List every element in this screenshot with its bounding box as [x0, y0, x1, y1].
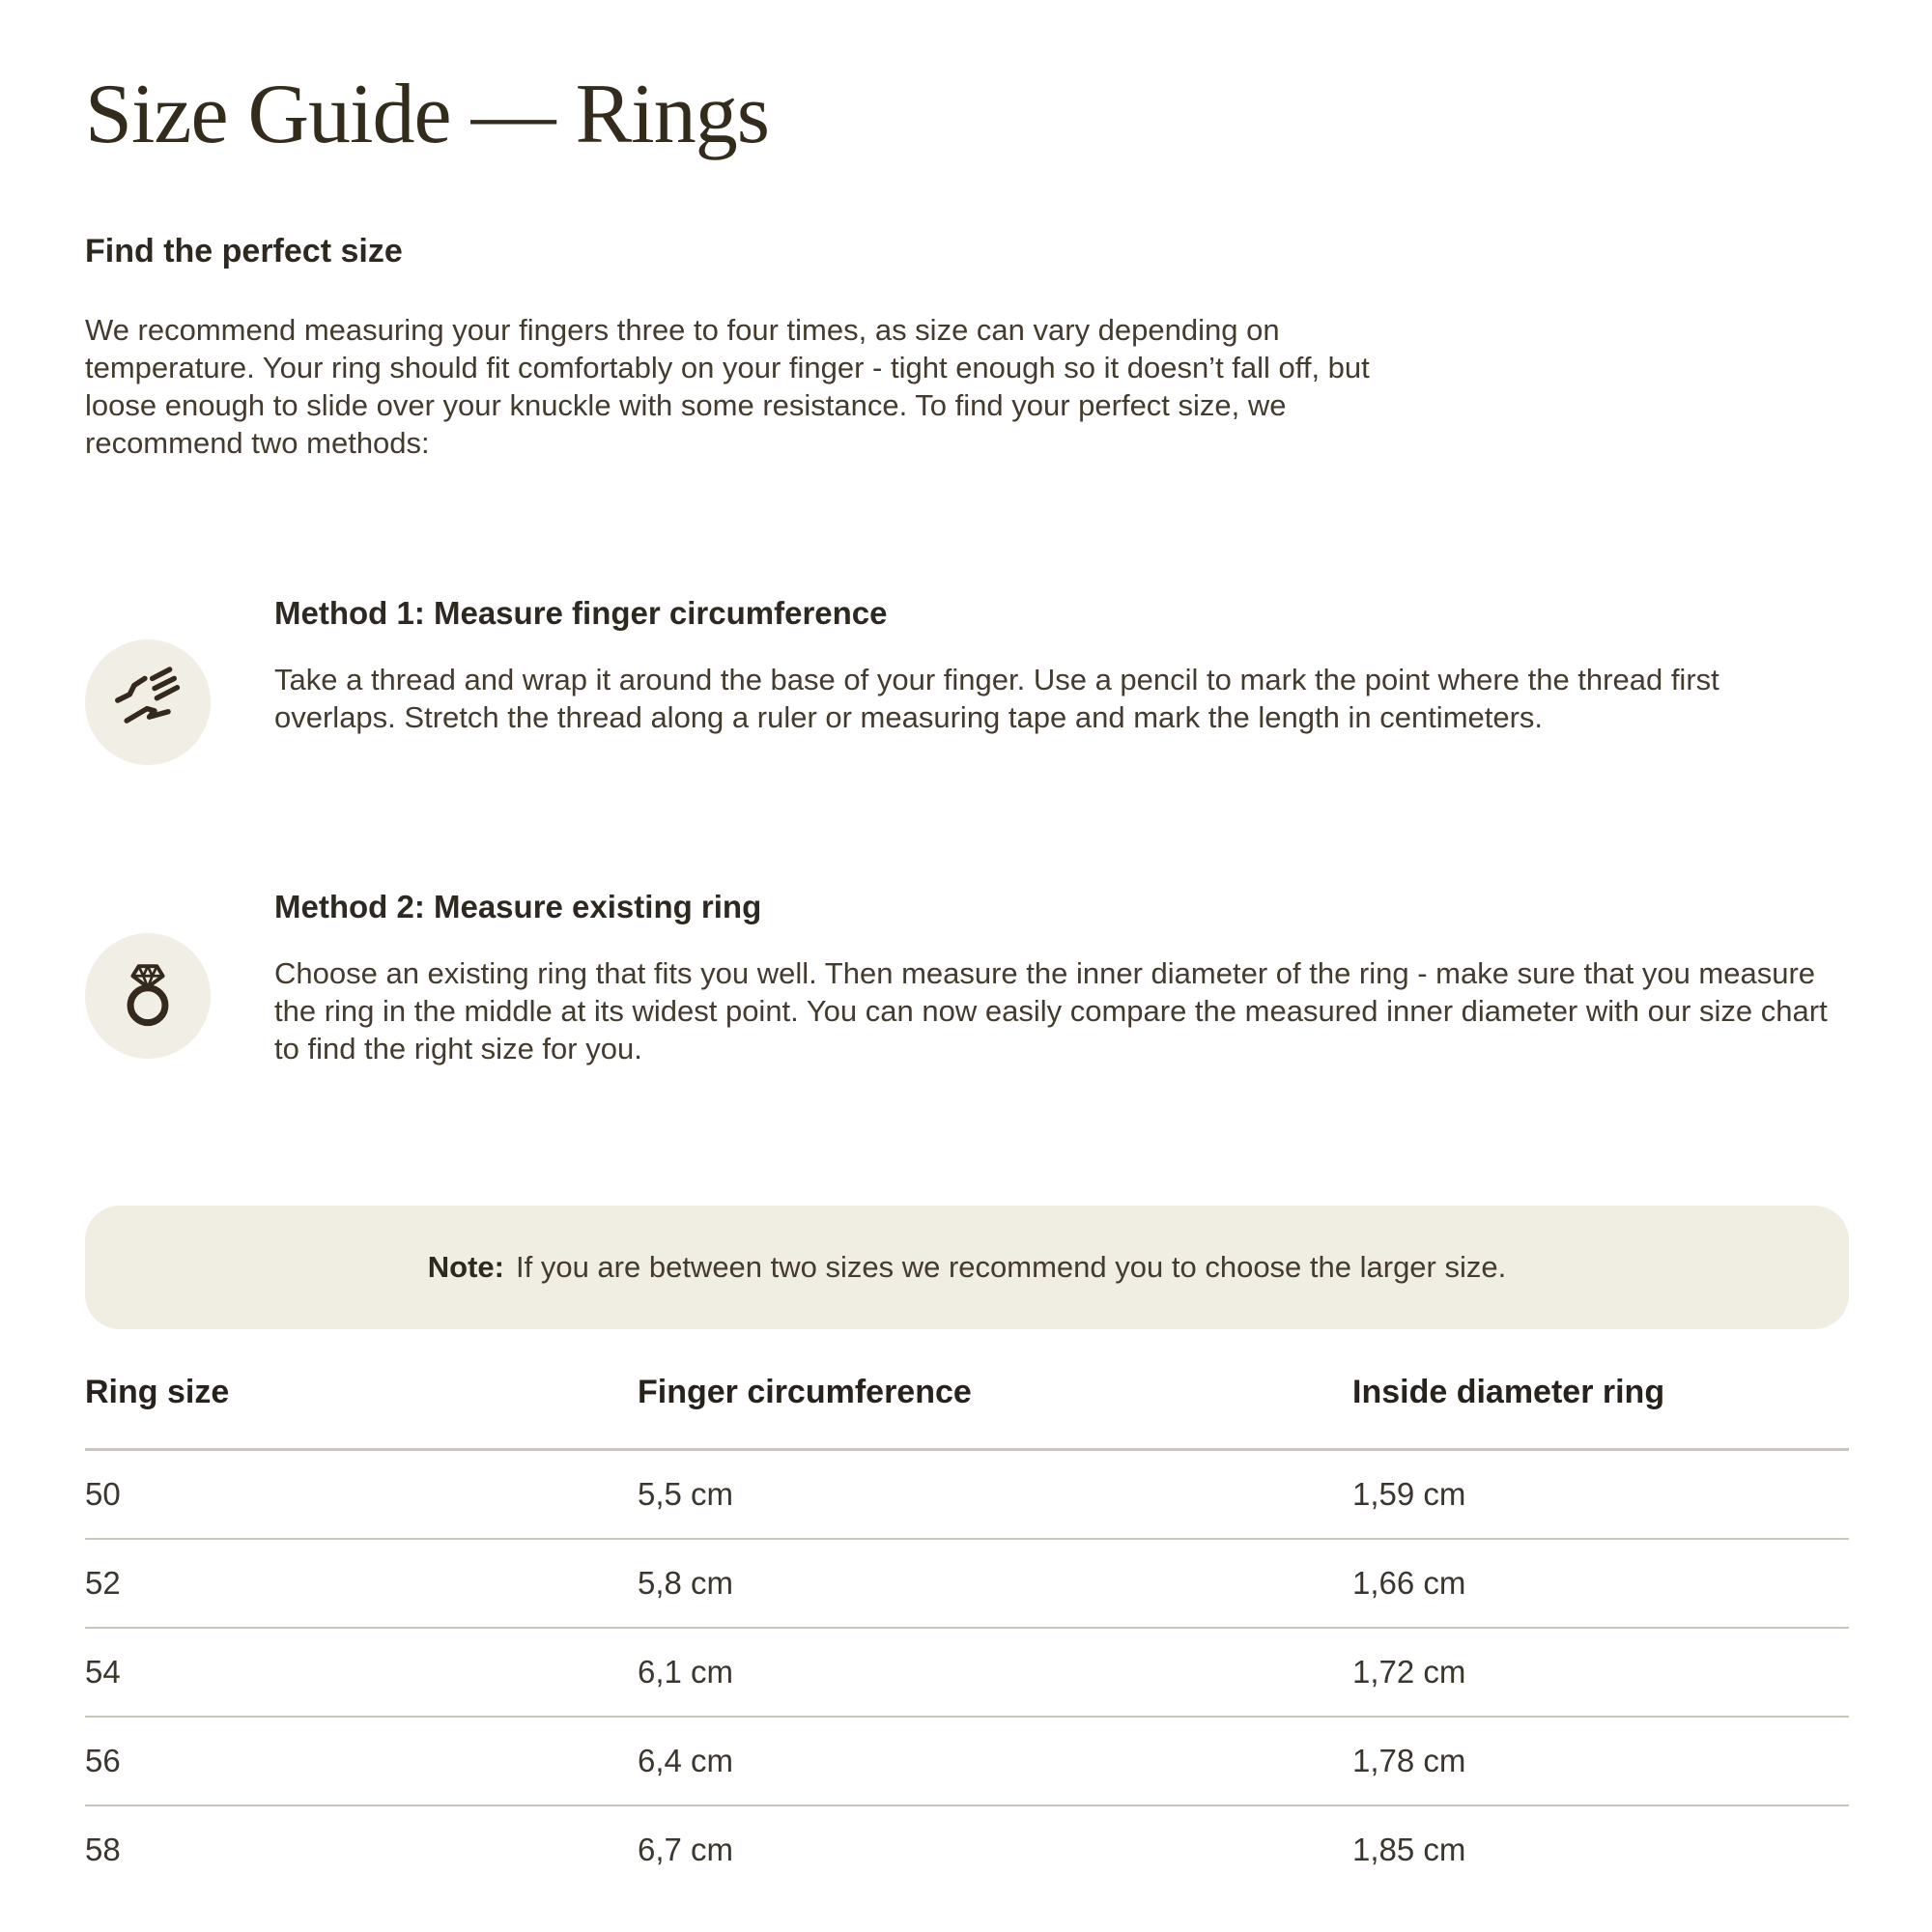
method-1-body: Take a thread and wrap it around the base of your finger. Use a pencil to mark the point where the thread first overlaps. Stretch the thread along a ruler or measuring tape and mark the length in centimeters.	[274, 663, 1719, 734]
inside-diameter-value: 1,85 cm	[1352, 1832, 1466, 1867]
table-row	[85, 1717, 1849, 1805]
note-text: If you are between two sizes we recommend you to choose the larger size.	[515, 1250, 1507, 1284]
ring-size-value: 54	[85, 1628, 638, 1717]
intro-heading: Find the perfect size	[85, 233, 403, 270]
ring-size-table	[85, 1350, 1849, 1893]
inside-diameter-value: 1,59 cm	[1352, 1450, 1849, 1540]
method-2-body: Choose an existing ring that fits you well. Then measure the inner diameter of the ring - make sure that you measure the ring in the middle at its widest point. You can now easily compare the measured inner diameter with our size chart to find the right size for you.	[274, 956, 1828, 1065]
column-header-finger-circumference: Finger circumference	[638, 1350, 1352, 1450]
ring-size-value: 50	[85, 1450, 638, 1540]
ring-size-value: 52	[85, 1539, 638, 1628]
table-row	[85, 1805, 1849, 1893]
ring-size-value: 56	[85, 1717, 638, 1805]
ring-size-value: 58	[85, 1832, 121, 1867]
note-label: Note:	[427, 1250, 504, 1284]
finger-circumference-value: 6,1 cm	[638, 1628, 1352, 1717]
method-1-heading: Method 1: Measure finger circumference	[274, 595, 888, 631]
finger-circumference-value: 5,8 cm	[638, 1539, 1352, 1628]
method-2-text	[274, 889, 1847, 1067]
inside-diameter-value: 1,78 cm	[1352, 1717, 1849, 1805]
table-row	[85, 1450, 1849, 1540]
finger-circumference-value: 6,7 cm	[638, 1832, 734, 1867]
method-2-section	[85, 889, 1847, 1067]
inside-diameter-value: 1,66 cm	[1352, 1539, 1849, 1628]
method-2-icon-bubble	[85, 933, 211, 1059]
table-row	[85, 1539, 1849, 1628]
intro-paragraph: We recommend measuring your fingers three to four times, as size can vary depending on temperature. Your ring should fit comfortably on your finger - tight enough so it doesn’t fall off, but loose enough to slide over your knuckle with some resistance. To find your perfect size, we recommend two methods:	[85, 313, 1370, 460]
table-header-row	[85, 1350, 1849, 1450]
column-header-inside-diameter: Inside diameter ring	[1352, 1350, 1849, 1450]
inside-diameter-value: 1,72 cm	[1352, 1628, 1849, 1717]
page-title: Size Guide — Rings	[85, 68, 769, 161]
finger-circumference-value: 5,5 cm	[638, 1450, 1352, 1540]
method-1-icon-bubble	[85, 639, 211, 765]
method-2-heading: Method 2: Measure existing ring	[274, 889, 762, 924]
ring-icon	[110, 956, 185, 1037]
column-header-ring-size: Ring size	[85, 1350, 638, 1450]
method-1-text	[274, 595, 1847, 765]
hand-icon	[110, 663, 185, 743]
finger-circumference-value: 6,4 cm	[638, 1717, 1352, 1805]
table-row	[85, 1628, 1849, 1717]
method-1-section	[85, 595, 1847, 765]
note-banner	[85, 1206, 1849, 1329]
